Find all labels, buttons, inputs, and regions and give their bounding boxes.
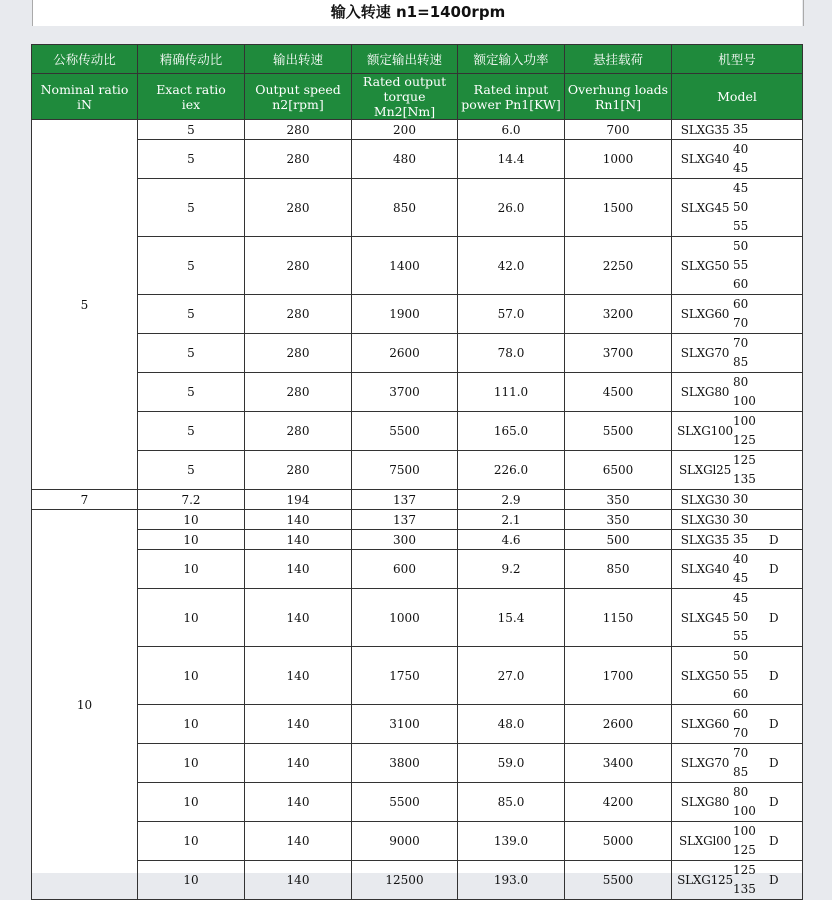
model-size: 100 xyxy=(733,824,756,838)
exact-ratio-cell: 10 xyxy=(138,783,245,822)
model-size: 135 xyxy=(733,882,756,896)
output-speed-cell: 140 xyxy=(245,861,352,900)
model-name: SLXG60 xyxy=(680,307,730,321)
model-cell xyxy=(672,550,803,589)
model-size: 80 xyxy=(733,785,749,799)
overhung-load-cell: 350 xyxy=(565,490,672,510)
model-size: 55 xyxy=(733,668,749,682)
model-size: 50 xyxy=(733,200,749,214)
overhung-load-cell: 1500 xyxy=(565,179,672,237)
rated-power-cell: 165.0 xyxy=(458,412,565,451)
model-cell-content xyxy=(672,705,802,743)
rated-torque-cell: 7500 xyxy=(352,451,458,490)
table-row xyxy=(32,783,803,822)
model-cell-content xyxy=(672,334,802,372)
model-cell-content xyxy=(672,510,802,529)
output-speed-cell: 280 xyxy=(245,295,352,334)
model-sizes xyxy=(733,550,761,588)
rated-torque-cell: 12500 xyxy=(352,861,458,900)
model-size: 60 xyxy=(733,707,749,721)
model-size: 45 xyxy=(733,571,749,585)
overhung-load-cell: 5500 xyxy=(565,861,672,900)
exact-ratio-cell: 5 xyxy=(138,140,245,179)
model-size: 100 xyxy=(733,414,756,428)
overhung-load-cell: 1150 xyxy=(565,589,672,647)
model-name: SLXGl00 xyxy=(678,834,732,848)
exact-ratio-cell: 10 xyxy=(138,705,245,744)
model-cell xyxy=(672,295,803,334)
model-cell xyxy=(672,861,803,900)
model-size: 30 xyxy=(733,492,749,506)
exact-ratio-cell: 10 xyxy=(138,530,245,550)
model-cell-content xyxy=(672,237,802,294)
model-cell-content xyxy=(672,550,802,588)
rated-power-cell: 48.0 xyxy=(458,705,565,744)
exact-ratio-cell: 10 xyxy=(138,589,245,647)
rated-torque-cell: 1400 xyxy=(352,237,458,295)
model-name: SLXG40 xyxy=(680,152,730,166)
rated-torque-cell: 850 xyxy=(352,179,458,237)
header-nominal-en: Nominal ratio iN xyxy=(32,74,138,120)
output-speed-cell: 280 xyxy=(245,120,352,140)
model-size: 40 xyxy=(733,552,749,566)
rated-torque-cell: 300 xyxy=(352,530,458,550)
spec-table xyxy=(31,44,803,900)
model-sizes xyxy=(733,783,761,821)
model-size: 70 xyxy=(733,726,749,740)
rated-power-cell: 111.0 xyxy=(458,373,565,412)
table-row xyxy=(32,490,803,510)
model-size: 45 xyxy=(733,591,749,605)
header-power-cn: 额定输入功率 xyxy=(458,45,565,74)
rated-torque-cell: 2600 xyxy=(352,334,458,373)
exact-ratio-cell: 5 xyxy=(138,451,245,490)
model-cell xyxy=(672,589,803,647)
table-row xyxy=(32,451,803,490)
output-speed-cell: 140 xyxy=(245,589,352,647)
table-row xyxy=(32,412,803,451)
model-size: 55 xyxy=(733,258,749,272)
model-name: SLXG125 xyxy=(677,873,733,887)
model-cell xyxy=(672,530,803,550)
overhung-load-cell: 4200 xyxy=(565,783,672,822)
model-cell xyxy=(672,490,803,510)
model-size: 70 xyxy=(733,316,749,330)
model-cell-content xyxy=(672,295,802,333)
model-suffix: D xyxy=(769,668,779,683)
overhung-load-cell: 2250 xyxy=(565,237,672,295)
model-size: 125 xyxy=(733,453,756,467)
rated-power-cell: 6.0 xyxy=(458,120,565,140)
model-size: 85 xyxy=(733,355,749,369)
rated-power-cell: 26.0 xyxy=(458,179,565,237)
model-size: 55 xyxy=(733,629,749,643)
output-speed-cell: 140 xyxy=(245,550,352,589)
rated-torque-cell: 5500 xyxy=(352,783,458,822)
model-name: SLXG45 xyxy=(680,610,730,625)
output-speed-cell: 140 xyxy=(245,783,352,822)
output-speed-cell: 194 xyxy=(245,490,352,510)
table-row xyxy=(32,510,803,530)
model-cell xyxy=(672,744,803,783)
output-speed-cell: 140 xyxy=(245,647,352,705)
model-name: SLXG30 xyxy=(680,512,730,527)
model-suffix: D xyxy=(769,873,779,887)
rated-power-cell: 4.6 xyxy=(458,530,565,550)
output-speed-cell: 280 xyxy=(245,140,352,179)
rated-torque-cell: 600 xyxy=(352,550,458,589)
rated-torque-cell: 9000 xyxy=(352,822,458,861)
rated-power-cell: 15.4 xyxy=(458,589,565,647)
model-cell-content xyxy=(672,589,802,646)
output-speed-cell: 280 xyxy=(245,412,352,451)
model-cell xyxy=(672,237,803,295)
table-row xyxy=(32,744,803,783)
model-cell-content xyxy=(672,822,802,860)
model-cell xyxy=(672,647,803,705)
model-name: SLXG80 xyxy=(680,795,730,809)
exact-ratio-cell: 5 xyxy=(138,373,245,412)
overhung-load-cell: 5500 xyxy=(565,412,672,451)
model-cell-content xyxy=(672,490,802,509)
header-nominal-cn: 公称传动比 xyxy=(32,45,138,74)
table-row xyxy=(32,334,803,373)
overhung-load-cell: 2600 xyxy=(565,705,672,744)
model-size: 125 xyxy=(733,433,756,447)
model-name: SLXG100 xyxy=(677,424,733,438)
model-sizes xyxy=(733,140,761,178)
table-row xyxy=(32,589,803,647)
header-row-en xyxy=(32,74,803,120)
output-speed-cell: 140 xyxy=(245,705,352,744)
header-torque-en: Rated output torque Mn2[Nm] xyxy=(352,74,458,120)
title-separator xyxy=(0,26,832,44)
model-size: 30 xyxy=(733,512,749,526)
table-row xyxy=(32,647,803,705)
table-row xyxy=(32,861,803,900)
model-size: 100 xyxy=(733,394,756,408)
model-cell xyxy=(672,510,803,530)
exact-ratio-cell: 5 xyxy=(138,179,245,237)
model-cell-content xyxy=(672,783,802,821)
header-torque-cn: 额定输出转速 xyxy=(352,45,458,74)
model-size: 60 xyxy=(733,297,749,311)
model-sizes xyxy=(733,510,761,529)
model-sizes xyxy=(733,490,761,509)
header-row-cn xyxy=(32,45,803,74)
model-size: 125 xyxy=(733,843,756,857)
model-size: 135 xyxy=(733,472,756,486)
overhung-load-cell: 700 xyxy=(565,120,672,140)
exact-ratio-cell: 5 xyxy=(138,295,245,334)
model-name: SLXG30 xyxy=(680,492,730,507)
model-cell-content xyxy=(672,530,802,549)
table-row xyxy=(32,822,803,861)
model-size: 45 xyxy=(733,161,749,175)
model-sizes xyxy=(733,822,761,860)
model-cell-content xyxy=(672,412,802,450)
output-speed-cell: 280 xyxy=(245,237,352,295)
overhung-load-cell: 3400 xyxy=(565,744,672,783)
model-cell xyxy=(672,451,803,490)
model-size: 50 xyxy=(733,649,749,663)
rated-power-cell: 78.0 xyxy=(458,334,565,373)
rated-torque-cell: 137 xyxy=(352,490,458,510)
exact-ratio-cell: 10 xyxy=(138,744,245,783)
model-size: 50 xyxy=(733,239,749,253)
exact-ratio-cell: 7.2 xyxy=(138,490,245,510)
model-suffix: D xyxy=(769,532,779,547)
output-speed-cell: 140 xyxy=(245,530,352,550)
rated-torque-cell: 3700 xyxy=(352,373,458,412)
header-model-en: Model xyxy=(672,74,803,120)
model-size: 50 xyxy=(733,610,749,624)
header-exact-cn: 精确传动比 xyxy=(138,45,245,74)
model-size: 85 xyxy=(733,765,749,779)
output-speed-cell: 140 xyxy=(245,822,352,861)
rated-power-cell: 226.0 xyxy=(458,451,565,490)
model-suffix: D xyxy=(769,756,779,770)
header-power-en: Rated input power Pn1[KW] xyxy=(458,74,565,120)
output-speed-cell: 280 xyxy=(245,179,352,237)
rated-torque-cell: 1900 xyxy=(352,295,458,334)
model-size: 60 xyxy=(733,687,749,701)
model-cell-content xyxy=(672,861,802,899)
overhung-load-cell: 3200 xyxy=(565,295,672,334)
model-sizes xyxy=(733,861,761,899)
rated-power-cell: 2.1 xyxy=(458,510,565,530)
model-name: SLXG80 xyxy=(680,385,730,399)
model-name: SLXG70 xyxy=(680,756,730,770)
rated-power-cell: 139.0 xyxy=(458,822,565,861)
model-name: SLXG40 xyxy=(680,562,730,576)
rated-torque-cell: 3100 xyxy=(352,705,458,744)
exact-ratio-cell: 5 xyxy=(138,412,245,451)
model-name: SLXG70 xyxy=(680,346,730,360)
model-sizes xyxy=(733,451,761,489)
exact-ratio-cell: 10 xyxy=(138,510,245,530)
model-cell xyxy=(672,334,803,373)
table-row xyxy=(32,373,803,412)
model-sizes xyxy=(733,412,761,450)
overhung-load-cell: 1000 xyxy=(565,140,672,179)
exact-ratio-cell: 10 xyxy=(138,822,245,861)
overhung-load-cell: 6500 xyxy=(565,451,672,490)
header-model-cn: 机型号 xyxy=(672,45,803,74)
model-cell xyxy=(672,120,803,140)
model-size: 40 xyxy=(733,142,749,156)
model-cell xyxy=(672,373,803,412)
overhung-load-cell: 4500 xyxy=(565,373,672,412)
model-name: SLXG35 xyxy=(680,122,730,137)
exact-ratio-cell: 10 xyxy=(138,550,245,589)
output-speed-cell: 140 xyxy=(245,744,352,783)
exact-ratio-cell: 10 xyxy=(138,647,245,705)
exact-ratio-cell: 10 xyxy=(138,861,245,900)
model-cell-content xyxy=(672,120,802,139)
model-suffix: D xyxy=(769,562,779,576)
model-name: SLXG50 xyxy=(680,258,730,273)
output-speed-cell: 140 xyxy=(245,510,352,530)
model-size: 35 xyxy=(733,122,749,136)
rated-torque-cell: 480 xyxy=(352,140,458,179)
model-sizes xyxy=(733,334,761,372)
overhung-load-cell: 350 xyxy=(565,510,672,530)
model-name: SLXG60 xyxy=(680,717,730,731)
model-suffix: D xyxy=(769,834,779,848)
table-row xyxy=(32,237,803,295)
table-row xyxy=(32,179,803,237)
rated-power-cell: 27.0 xyxy=(458,647,565,705)
model-size: 35 xyxy=(733,532,749,546)
model-sizes xyxy=(733,530,761,549)
table-row xyxy=(32,705,803,744)
model-sizes xyxy=(733,237,761,294)
nominal-ratio-cell: 5 xyxy=(32,120,138,490)
model-cell xyxy=(672,783,803,822)
model-cell xyxy=(672,140,803,179)
rated-power-cell: 59.0 xyxy=(458,744,565,783)
rated-power-cell: 193.0 xyxy=(458,861,565,900)
rated-power-cell: 42.0 xyxy=(458,237,565,295)
table-row xyxy=(32,120,803,140)
model-sizes xyxy=(733,705,761,743)
rated-power-cell: 85.0 xyxy=(458,783,565,822)
model-size: 55 xyxy=(733,219,749,233)
nominal-ratio-cell: 10 xyxy=(32,510,138,900)
model-cell xyxy=(672,179,803,237)
model-size: 70 xyxy=(733,746,749,760)
page-title: 输入转速 n1=1400rpm xyxy=(32,0,804,26)
model-cell-content xyxy=(672,451,802,489)
model-sizes xyxy=(733,744,761,782)
rated-torque-cell: 1750 xyxy=(352,647,458,705)
model-cell-content xyxy=(672,744,802,782)
model-size: 80 xyxy=(733,375,749,389)
rated-torque-cell: 3800 xyxy=(352,744,458,783)
model-size: 45 xyxy=(733,181,749,195)
rated-torque-cell: 5500 xyxy=(352,412,458,451)
header-exact-en: Exact ratio iex xyxy=(138,74,245,120)
model-cell xyxy=(672,705,803,744)
model-sizes xyxy=(733,373,761,411)
header-load-en: Overhung loads Rn1[N] xyxy=(565,74,672,120)
model-suffix: D xyxy=(769,795,779,809)
exact-ratio-cell: 5 xyxy=(138,120,245,140)
model-cell xyxy=(672,412,803,451)
output-speed-cell: 280 xyxy=(245,451,352,490)
table-body xyxy=(32,120,803,900)
rated-torque-cell: 137 xyxy=(352,510,458,530)
overhung-load-cell: 5000 xyxy=(565,822,672,861)
table-row xyxy=(32,140,803,179)
overhung-load-cell: 500 xyxy=(565,530,672,550)
table-row xyxy=(32,550,803,589)
exact-ratio-cell: 5 xyxy=(138,237,245,295)
model-cell-content xyxy=(672,179,802,236)
table-row xyxy=(32,530,803,550)
rated-power-cell: 14.4 xyxy=(458,140,565,179)
rated-power-cell: 57.0 xyxy=(458,295,565,334)
model-sizes xyxy=(733,589,761,646)
model-size: 125 xyxy=(733,863,756,877)
overhung-load-cell: 850 xyxy=(565,550,672,589)
model-size: 100 xyxy=(733,804,756,818)
rated-power-cell: 9.2 xyxy=(458,550,565,589)
model-suffix: D xyxy=(769,717,779,731)
header-load-cn: 悬挂载荷 xyxy=(565,45,672,74)
model-cell xyxy=(672,822,803,861)
table-row xyxy=(32,295,803,334)
model-size: 70 xyxy=(733,336,749,350)
model-name: SLXG35 xyxy=(680,532,730,547)
output-speed-cell: 280 xyxy=(245,334,352,373)
model-suffix: D xyxy=(769,610,779,625)
nominal-ratio-cell: 7 xyxy=(32,490,138,510)
model-name: SLXG50 xyxy=(680,668,730,683)
overhung-load-cell: 3700 xyxy=(565,334,672,373)
model-sizes xyxy=(733,647,761,704)
rated-torque-cell: 1000 xyxy=(352,589,458,647)
rated-torque-cell: 200 xyxy=(352,120,458,140)
model-cell-content xyxy=(672,647,802,704)
model-sizes xyxy=(733,179,761,236)
model-sizes xyxy=(733,295,761,333)
model-sizes xyxy=(733,120,761,139)
rated-power-cell: 2.9 xyxy=(458,490,565,510)
header-speed-cn: 输出转速 xyxy=(245,45,352,74)
model-cell-content xyxy=(672,373,802,411)
model-cell-content xyxy=(672,140,802,178)
exact-ratio-cell: 5 xyxy=(138,334,245,373)
header-speed-en: Output speed n2[rpm] xyxy=(245,74,352,120)
model-name: SLXG45 xyxy=(680,200,730,215)
model-name: SLXGl25 xyxy=(678,463,732,477)
output-speed-cell: 280 xyxy=(245,373,352,412)
model-size: 60 xyxy=(733,277,749,291)
overhung-load-cell: 1700 xyxy=(565,647,672,705)
